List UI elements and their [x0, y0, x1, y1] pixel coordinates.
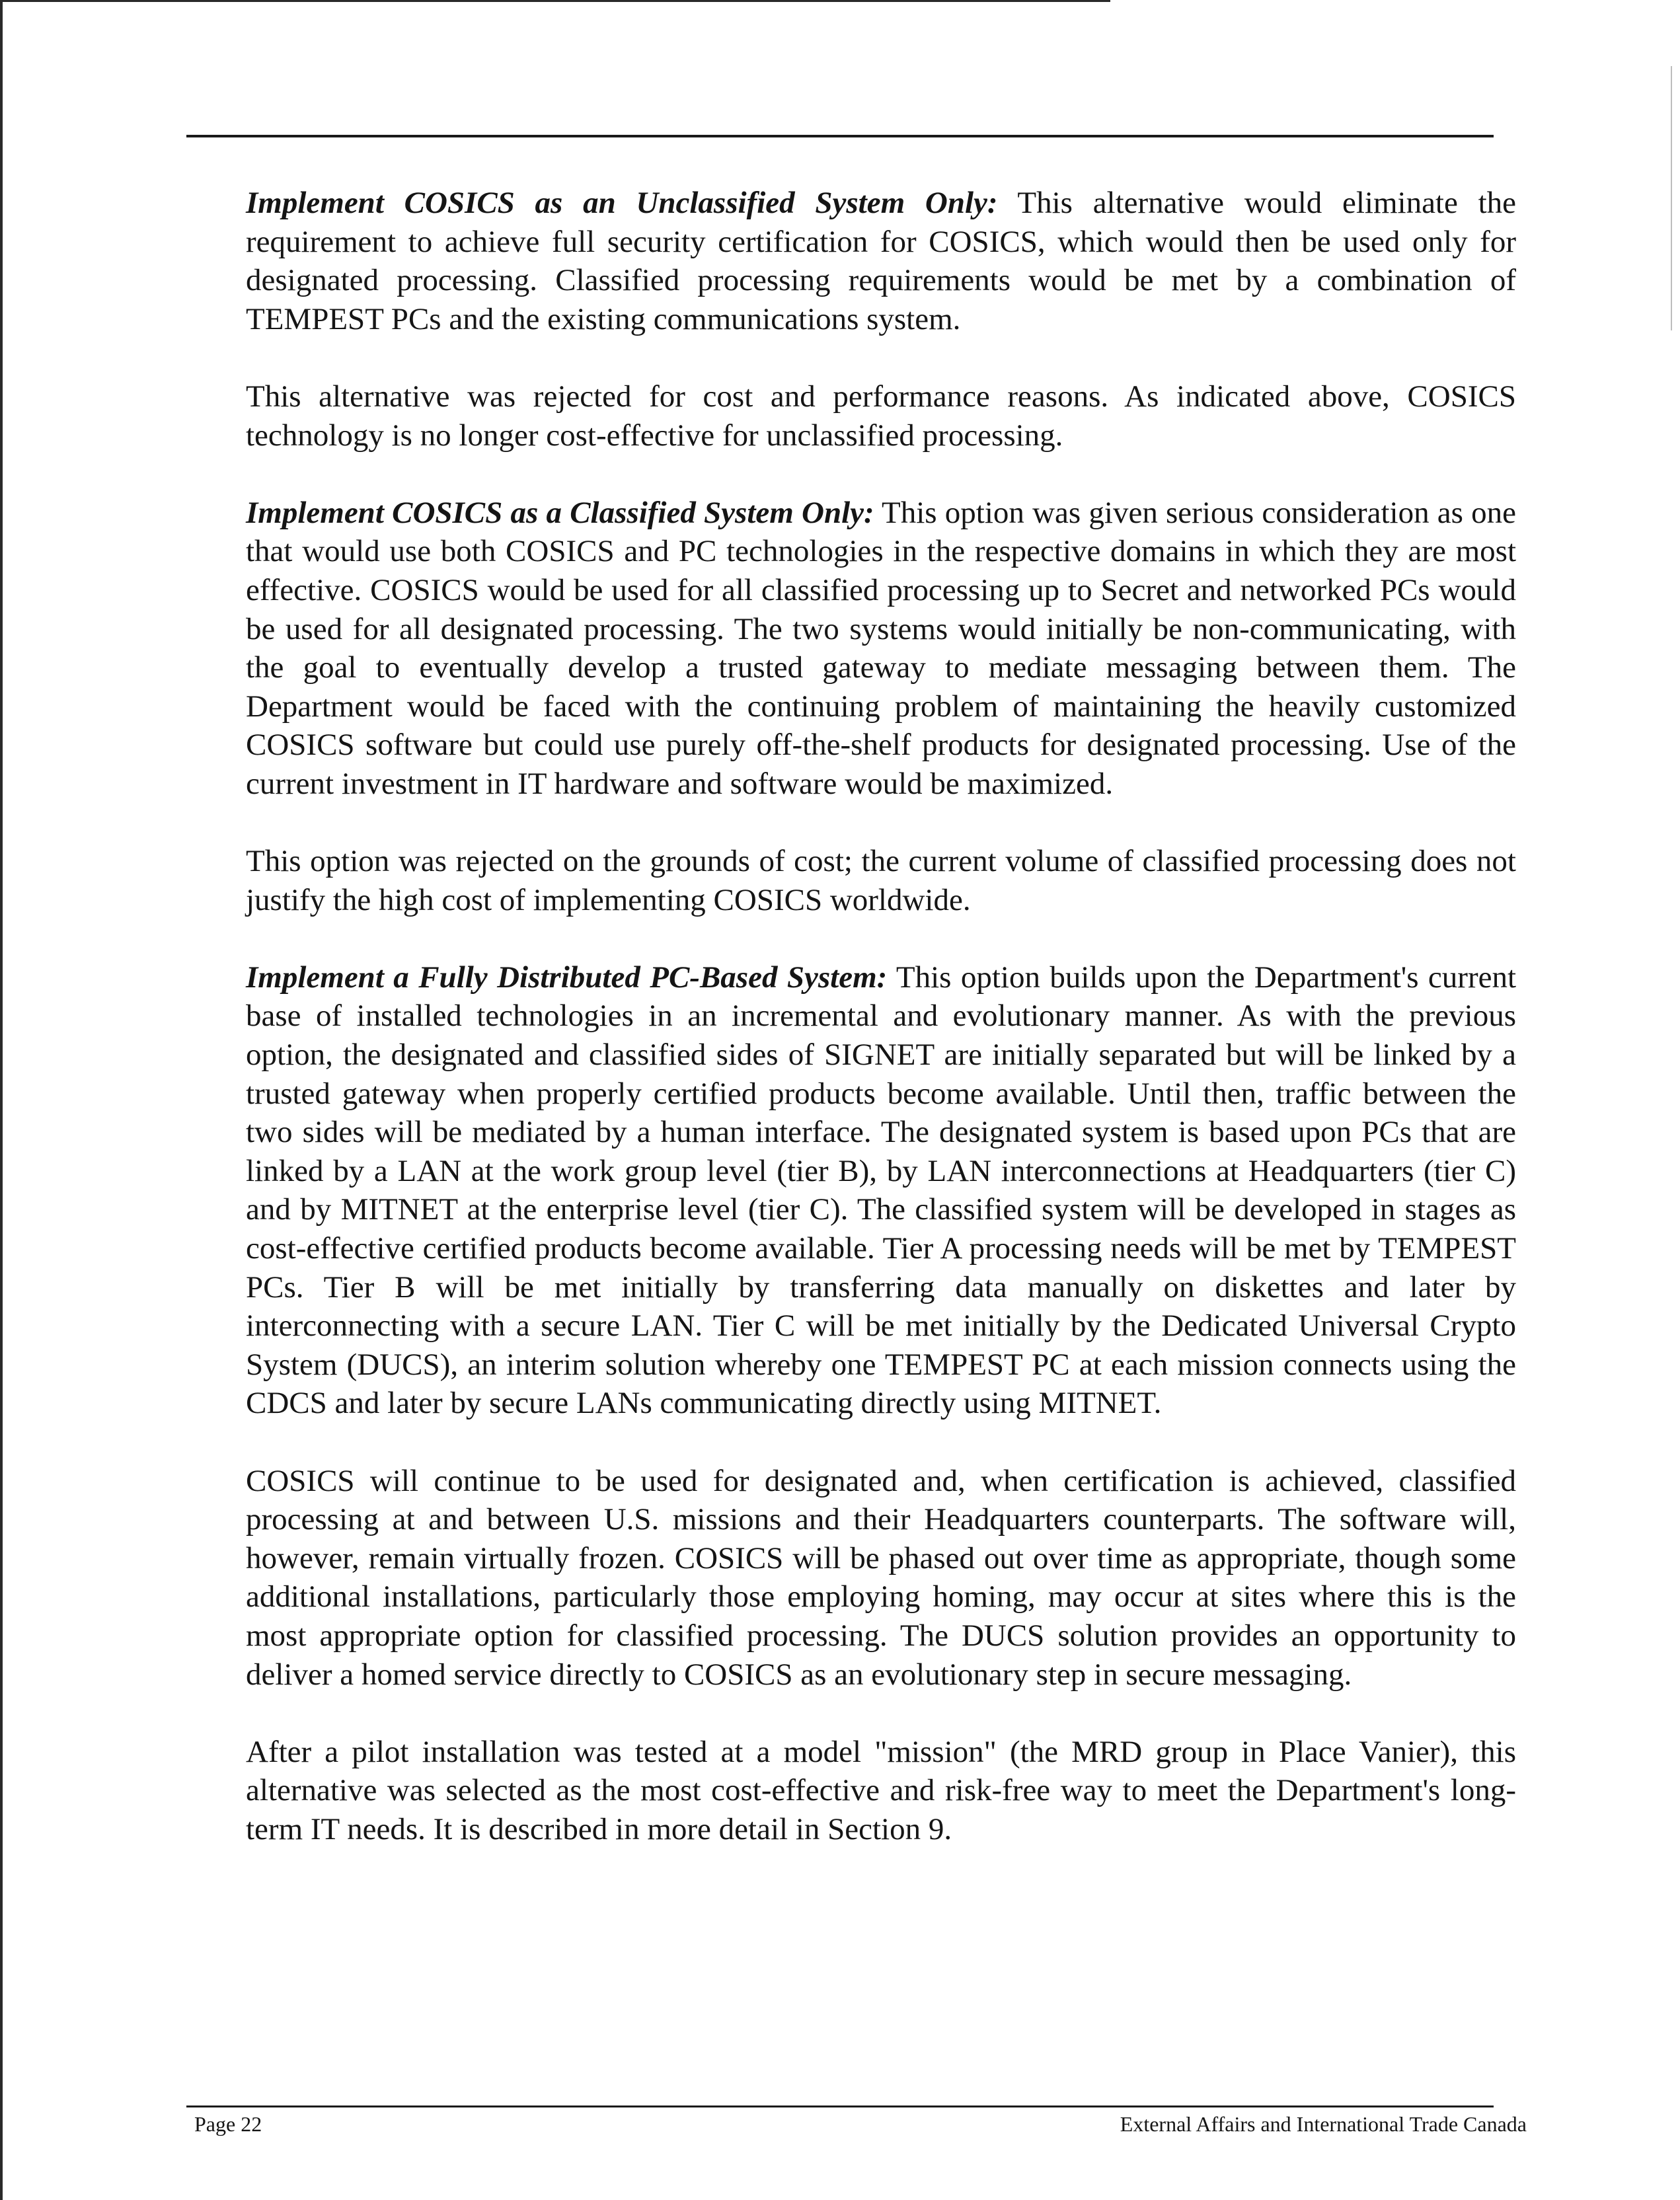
paragraph-classified-rejected: [246, 842, 1516, 919]
paragraph-unclassified-rejected: [246, 377, 1516, 455]
paragraph-text: This option was given serious consideration as one that would use both COSICS and PC technologies in the respective domains in which they are most effective. COSICS would be used for all classified processing up to Secret and networked PCs would be used for all designated processing. The two systems would initially be non-communicating, with the goal to eventually develop a trusted gateway to mediate messaging between them. The Department would be faced with the continuing problem of maintaining the heavily customized COSICS software but could use purely off-the-shelf products for designated processing. Use of the current investment in IT hardware and software would be maximized.: [246, 495, 1516, 801]
paragraph-lead: Implement COSICS as a Classified System Only:: [246, 495, 874, 530]
paragraph-text: COSICS will continue to be used for designated and, when certification is achieved, classified processing at and between U.S. missions and their Headquarters counterparts. The software will, however, remain virtually frozen. COSICS will be phased out over time as appropriate, though some additional installations, particularly those employing homing, may occur at sites where this is the most appropriate option for classified processing. The DUCS solution provides an opportunity to deliver a homed service directly to COSICS as an evolutionary step in secure messaging.: [246, 1463, 1516, 1692]
page-number: Page 22: [194, 2112, 262, 2136]
paragraph-text: This option builds upon the Department's current base of installed technologies in an incremental and evolutionary manner. As with the previous option, the designated and classified sides of SIGNET are initially separated but will be linked by a trusted gateway when properly certified products become available. Until then, traffic between the two sides will be mediated by a human interface. The designated system is based upon PCs that are linked by a LAN at the work group level (tier B), by LAN interconnections at Headquarters (tier C) and by MITNET at the enterprise level (tier C). The classified system will be developed in stages as cost-effective certified products become available. Tier A processing needs will be met by TEMPEST PCs. Tier B will be met initially by transferring data manually on diskettes and later by interconnecting with a secure LAN. Tier C will be met initially by the Dedicated Universal Crypto System (DUCS), an interim solution whereby one TEMPEST PC at each mission connects using the CDCS and later by secure LANs communicating directly using MITNET.: [246, 960, 1517, 1421]
paragraph-lead: Implement COSICS as an Unclassified System Only:: [246, 186, 998, 220]
footer-organization: External Affairs and International Trade Canada: [1120, 2112, 1527, 2136]
paragraph-text: This alternative would eliminate the requirement to achieve full security certification for COSICS, which would then be used only for designated processing. Classified processing requirements would be met by a combination of TEMPEST PCs and the existing communications system.: [246, 186, 1517, 336]
scan-edge-left: [0, 0, 3, 2200]
scan-edge-right: [1671, 66, 1672, 330]
paragraph-cosics-continue: [246, 1462, 1516, 1694]
document-body: [246, 184, 1516, 1849]
header-rule: [186, 135, 1494, 137]
paragraph-text: After a pilot installation was tested at a model "mission" (the MRD group in Place Vanier), this alternative was selected as the most cost-effective and risk-free way to meet the Department's long-term IT needs. It is described in more detail in Section 9.: [246, 1734, 1516, 1846]
scan-edge-top: [0, 0, 1110, 2]
paragraph-text: This option was rejected on the grounds of cost; the current volume of classified processing does not justify the high cost of implementing COSICS worldwide.: [246, 844, 1516, 917]
paragraph-cosics-unclassified: [246, 184, 1516, 338]
paragraph-lead: Implement a Fully Distributed PC-Based System:: [246, 960, 888, 995]
paragraph-cosics-classified: [246, 494, 1516, 804]
paragraph-pilot-selected: [246, 1733, 1516, 1849]
paragraph-text: This alternative was rejected for cost and performance reasons. As indicated above, COSICS technology is no longer cost-effective for unclassified processing.: [246, 379, 1516, 453]
footer-rule: [186, 2105, 1494, 2107]
paragraph-distributed-pc: [246, 958, 1516, 1423]
